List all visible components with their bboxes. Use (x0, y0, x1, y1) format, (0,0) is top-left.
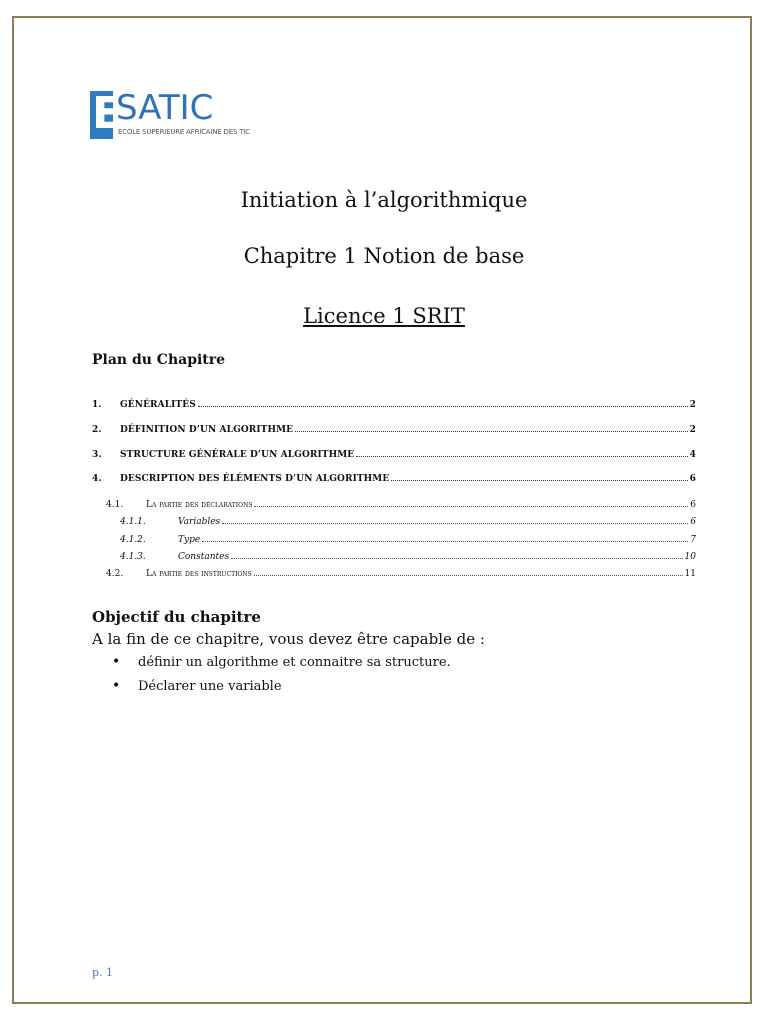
toc-entry-page: 2 (689, 400, 696, 410)
toc-entry-text: Type (178, 535, 201, 545)
toc-entry-number: 4.1.1. (120, 517, 178, 527)
toc-entry-text: La partie des instructions (146, 569, 252, 579)
toc-entry-page: 4 (689, 450, 696, 460)
logo-subtitle: ECOLE SUPERIEURE AFRICAINE DES TIC (118, 128, 250, 136)
toc-leader-dots (202, 540, 688, 542)
toc-entry-text: Variables (178, 517, 221, 527)
toc-entry-page: 7 (690, 535, 696, 545)
bullet-icon: • (112, 678, 121, 694)
level-title-text: Licence 1 SRIT (303, 304, 465, 328)
toc-leader-dots (295, 430, 688, 432)
toc-leader-dots (254, 505, 688, 507)
toc-entry-number: 4.2. (106, 569, 146, 579)
list-item-text: Déclarer une variable (138, 679, 282, 694)
page-number: p. 1 (92, 966, 114, 979)
logo-name: SATIC (116, 88, 214, 128)
toc-subentry[interactable] (92, 569, 696, 579)
toc-leader-dots (231, 557, 682, 559)
logo-letter: E (92, 88, 123, 139)
toc-leader-dots (198, 405, 688, 407)
toc-entry-number: 1. (92, 400, 120, 410)
list-item (112, 679, 451, 703)
toc-entry-text: GÉNÉRALITÉS (120, 400, 196, 410)
toc-entry-page: 11 (684, 569, 696, 579)
esatic-logo (90, 88, 250, 141)
objectives-title: Objectif du chapitre (92, 608, 261, 626)
logo-e-block (90, 88, 123, 139)
level-title (0, 304, 768, 328)
toc-subentry[interactable] (92, 500, 696, 510)
toc-entry-text: DESCRIPTION DES ÉLÉMENTS D’UN ALGORITHME (120, 474, 390, 484)
toc-subentry[interactable] (92, 517, 696, 527)
toc-entry-number: 2. (92, 425, 120, 435)
toc-entry-page: 6 (690, 517, 696, 527)
toc-entry-page: 6 (689, 474, 696, 484)
toc-entry-text: DÉFINITION D’UN ALGORITHME (120, 425, 294, 435)
toc-leader-dots (391, 479, 687, 481)
toc-subentry[interactable] (92, 552, 696, 562)
toc-entry-number: 3. (92, 450, 120, 460)
toc-entry[interactable] (92, 425, 696, 435)
toc-entry-page: 6 (690, 500, 696, 510)
toc-entry-number: 4.1.2. (120, 535, 178, 545)
toc-entry[interactable] (92, 474, 696, 484)
toc-entry-page: 2 (689, 425, 696, 435)
toc-leader-dots (356, 455, 687, 457)
toc-entry-number: 4.1. (106, 500, 146, 510)
objectives-list (112, 655, 451, 703)
page-border (12, 16, 752, 1004)
toc-subentry[interactable] (92, 535, 696, 545)
bullet-icon: • (112, 654, 121, 670)
toc-entry-number: 4.1.3. (120, 552, 178, 562)
toc-entry-text: STRUCTURE GÉNÉRALE D’UN ALGORITHME (120, 450, 355, 460)
toc-entry-page: 10 (684, 552, 696, 562)
list-item (112, 655, 451, 679)
toc-entry-text: Constantes (178, 552, 230, 562)
toc-entry-text: La partie des déclarations (146, 500, 253, 510)
chapter-title: Chapitre 1 Notion de base (243, 244, 525, 268)
document-title: Initiation à l’algorithmique (240, 188, 528, 212)
toc-entry[interactable] (92, 450, 696, 460)
toc-entry-number: 4. (92, 474, 120, 484)
plan-title: Plan du Chapitre (92, 352, 226, 368)
toc-entry[interactable] (92, 400, 696, 410)
list-item-text: définir un algorithme et connaitre sa structure. (138, 655, 451, 670)
toc-leader-dots (254, 574, 683, 576)
toc-leader-dots (222, 522, 688, 524)
objectives-intro: A la fin de ce chapitre, vous devez être capable de : (92, 630, 485, 648)
